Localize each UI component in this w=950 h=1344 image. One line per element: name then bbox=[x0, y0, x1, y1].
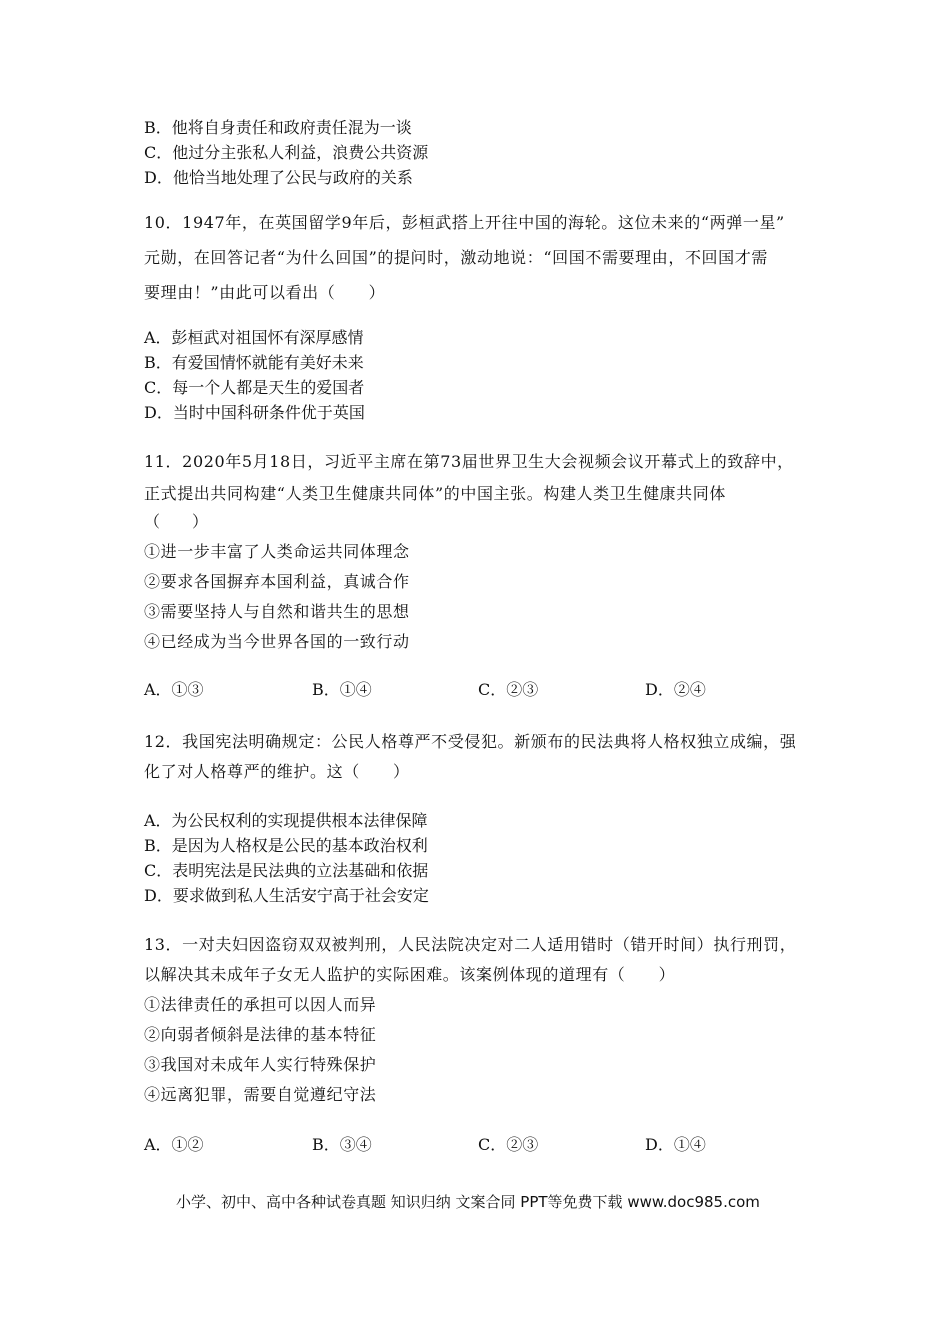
q10-option-a: A．彭桓武对祖国怀有深厚感情 bbox=[144, 328, 364, 347]
q10-stem-line-1: 10．1947年，在英国留学9年后，彭桓武搭上开往中国的海轮。这位未来的“两弹一星” bbox=[144, 213, 785, 232]
q9-option-b: B．他将自身责任和政府责任混为一谈 bbox=[144, 118, 412, 137]
q13-option-c: C．②③ bbox=[478, 1135, 539, 1154]
q13-statement-4: ④远离犯罪，需要自觉遵纪守法 bbox=[144, 1085, 377, 1104]
q13-stem-line-1: 13．一对夫妇因盗窃双双被判刑，人民法院决定对二人适用错时（错开时间）执行刑罚， bbox=[144, 935, 797, 954]
q11-stem-line-2: 正式提出共同构建“人类卫生健康共同体”的中国主张。构建人类卫生健康共同体 bbox=[144, 484, 726, 503]
q13-stem-line-2: 以解决其未成年子女无人监护的实际困难。该案例体现的道理有（ ） bbox=[144, 965, 676, 984]
q12-option-a: A．为公民权利的实现提供根本法律保障 bbox=[144, 811, 428, 830]
q13-statement-2: ②向弱者倾斜是法律的基本特征 bbox=[144, 1025, 377, 1044]
q11-statement-3: ③需要坚持人与自然和谐共生的思想 bbox=[144, 602, 410, 621]
q11-option-c: C．②③ bbox=[478, 680, 539, 699]
q12-option-b: B．是因为人格权是公民的基本政治权利 bbox=[144, 836, 428, 855]
q11-option-b: B．①④ bbox=[312, 680, 372, 699]
q11-statement-4: ④已经成为当今世界各国的一致行动 bbox=[144, 632, 410, 651]
q11-option-a: A．①③ bbox=[144, 680, 204, 699]
q10-option-c: C．每一个人都是天生的爱国者 bbox=[144, 378, 365, 397]
q9-option-c: C．他过分主张私人利益，浪费公共资源 bbox=[144, 143, 429, 162]
q13-option-a: A．①② bbox=[144, 1135, 204, 1154]
q12-option-c: C．表明宪法是民法典的立法基础和依据 bbox=[144, 861, 429, 880]
q13-statement-3: ③我国对未成年人实行特殊保护 bbox=[144, 1055, 377, 1074]
q12-stem-line-2: 化了对人格尊严的维护。这（ ） bbox=[144, 762, 410, 781]
q10-option-d: D．当时中国科研条件优于英国 bbox=[144, 403, 365, 422]
q10-stem-line-3: 要理由！”由此可以看出（ ） bbox=[144, 283, 386, 302]
q13-statement-1: ①法律责任的承担可以因人而异 bbox=[144, 995, 377, 1014]
page-footer: 小学、初中、高中各种试卷真题 知识归纳 文案合同 PPT等免费下载 www.doc985.com bbox=[176, 1193, 760, 1211]
q13-option-b: B．③④ bbox=[312, 1135, 372, 1154]
q10-option-b: B．有爱国情怀就能有美好未来 bbox=[144, 353, 364, 372]
q10-stem-line-2: 元勋，在回答记者“为什么回国”的提问时，激动地说：“回国不需要理由，不回国才需 bbox=[144, 248, 768, 267]
q12-option-d: D．要求做到私人生活安宁高于社会安定 bbox=[144, 886, 429, 905]
q12-stem-line-1: 12．我国宪法明确规定：公民人格尊严不受侵犯。新颁布的民法典将人格权独立成编，强 bbox=[144, 732, 797, 751]
q13-option-d: D．①④ bbox=[645, 1135, 706, 1154]
q11-statement-2: ②要求各国摒弃本国利益，真诚合作 bbox=[144, 572, 410, 591]
q11-statement-1: ①进一步丰富了人类命运共同体理念 bbox=[144, 542, 410, 561]
q9-option-d: D．他恰当地处理了公民与政府的关系 bbox=[144, 168, 413, 187]
q11-stem-line-1: 11．2020年5月18日，习近平主席在第73届世界卫生大会视频会议开幕式上的致辞中， bbox=[144, 452, 794, 471]
q11-option-d: D．②④ bbox=[645, 680, 706, 699]
q11-stem-line-3: （ ） bbox=[144, 512, 209, 531]
